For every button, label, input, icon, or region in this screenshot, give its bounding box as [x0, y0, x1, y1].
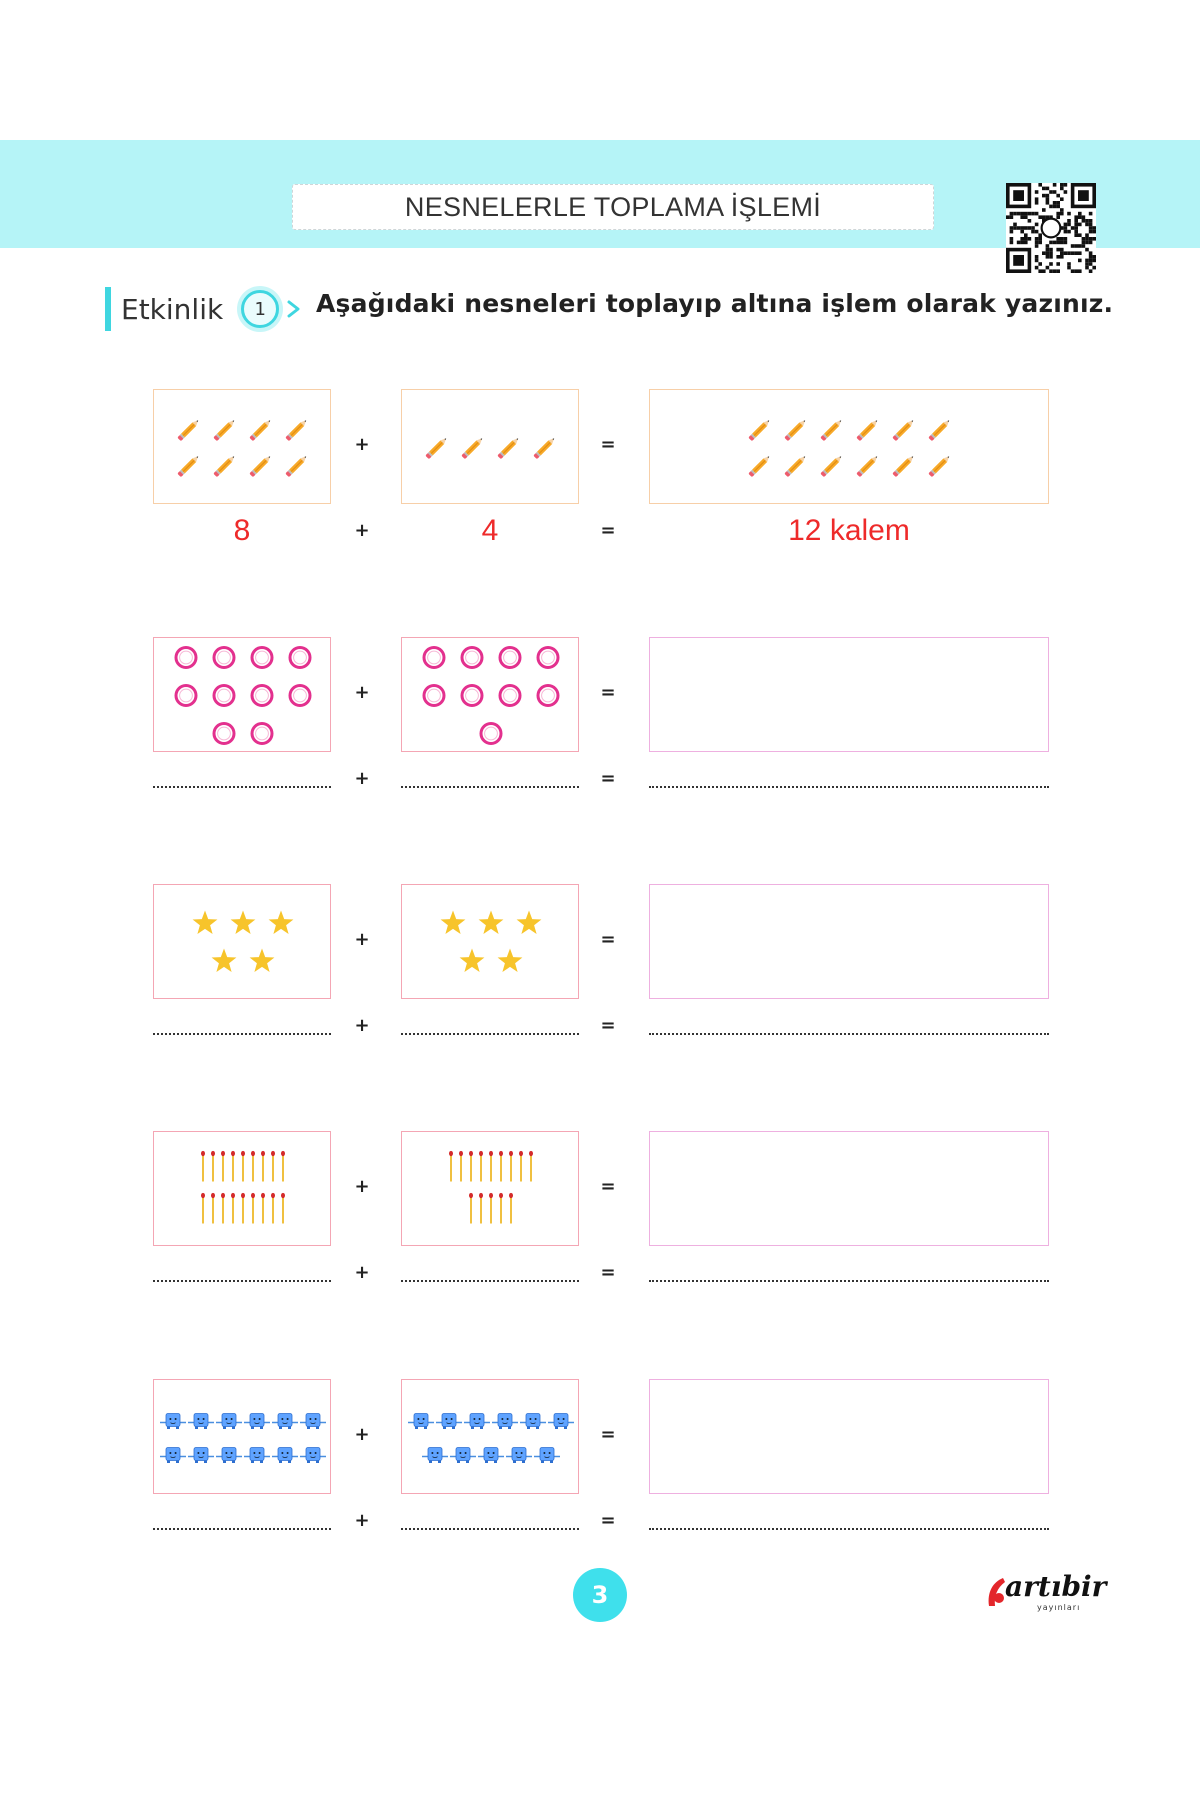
pencil-icon	[177, 454, 200, 477]
pencil-icon	[784, 454, 807, 477]
character-icon	[188, 1448, 214, 1464]
matchstick-icon	[469, 1151, 473, 1182]
answer-left-field[interactable]	[153, 782, 331, 788]
activity-label	[105, 287, 303, 331]
matchstick-icon	[261, 1151, 265, 1182]
ring-icon	[252, 724, 272, 744]
plus-sign: +	[354, 1176, 370, 1197]
star-icon	[498, 949, 523, 973]
matchstick-icon	[449, 1151, 453, 1182]
pencil-icon	[928, 454, 951, 477]
right-objects-box-graphic	[402, 1380, 580, 1495]
matchstick-icon	[231, 1151, 235, 1182]
equals-sign: =	[600, 520, 616, 541]
character-icon	[188, 1414, 214, 1430]
answer-right-field[interactable]	[401, 1524, 579, 1530]
right-objects-box-graphic	[402, 1132, 580, 1247]
left-objects-box	[153, 637, 331, 752]
star-icon	[250, 949, 275, 973]
equals-sign: =	[600, 434, 616, 455]
ring-icon	[214, 724, 234, 744]
ring-icon	[538, 686, 558, 706]
answer-left-field[interactable]	[153, 1029, 331, 1035]
star-icon	[231, 911, 256, 935]
plus-sign: +	[354, 1424, 370, 1445]
answer-right-field[interactable]	[401, 1029, 579, 1035]
pencil-icon	[249, 418, 272, 441]
publisher-logo	[985, 1570, 1107, 1614]
character-icon	[272, 1448, 298, 1464]
pencil-icon	[497, 436, 520, 459]
matchstick-icon	[251, 1193, 255, 1224]
pencil-icon	[748, 454, 771, 477]
character-icon	[478, 1448, 504, 1464]
right-objects-box	[401, 1379, 579, 1494]
pencil-icon	[856, 418, 879, 441]
matchstick-icon	[211, 1151, 215, 1182]
answer-left-field[interactable]	[153, 1276, 331, 1282]
pencil-icon	[213, 454, 236, 477]
character-icon	[300, 1414, 326, 1430]
character-icon	[506, 1448, 532, 1464]
pencil-icon	[461, 436, 484, 459]
ring-icon	[214, 686, 234, 706]
matchstick-icon	[509, 1151, 513, 1182]
pencil-icon	[748, 418, 771, 441]
ring-icon	[176, 648, 196, 668]
plus-sign: +	[354, 1510, 370, 1531]
character-icon	[408, 1414, 434, 1430]
pencil-icon	[820, 418, 843, 441]
ring-icon	[481, 724, 501, 744]
star-icon	[479, 911, 504, 935]
answer-left-field[interactable]	[153, 1524, 331, 1530]
pencil-icon	[533, 436, 556, 459]
ring-icon	[252, 686, 272, 706]
matchstick-icon	[281, 1193, 285, 1224]
result-box-graphic	[650, 390, 1050, 505]
left-objects-box	[153, 884, 331, 999]
matchstick-icon	[509, 1193, 513, 1224]
character-icon	[534, 1448, 560, 1464]
instruction-text: Aşağıdaki nesneleri toplayıp altına işlem olarak yazınız.	[316, 289, 1114, 318]
character-icon	[436, 1414, 462, 1430]
ring-icon	[462, 686, 482, 706]
star-icon	[193, 911, 218, 935]
matchstick-icon	[459, 1151, 463, 1182]
character-icon	[520, 1414, 546, 1430]
ring-icon	[538, 648, 558, 668]
matchstick-icon	[241, 1193, 245, 1224]
pencil-icon	[892, 418, 915, 441]
pencil-icon	[928, 418, 951, 441]
equals-sign: =	[600, 682, 616, 703]
pencil-icon	[425, 436, 448, 459]
equals-sign: =	[600, 1510, 616, 1531]
star-icon	[460, 949, 485, 973]
matchstick-icon	[231, 1193, 235, 1224]
matchstick-icon	[469, 1193, 473, 1224]
left-objects-box-graphic	[154, 1132, 332, 1247]
equals-sign: =	[600, 1176, 616, 1197]
plus-sign: +	[354, 520, 370, 541]
equals-sign: =	[600, 929, 616, 950]
left-objects-box	[153, 389, 331, 504]
logo-text: artıbir	[1005, 1570, 1107, 1603]
matchstick-icon	[499, 1193, 503, 1224]
ring-icon	[462, 648, 482, 668]
ring-icon	[290, 686, 310, 706]
matchstick-icon	[499, 1151, 503, 1182]
result-box	[649, 637, 1049, 752]
qr-code-icon	[1006, 183, 1096, 273]
ring-icon	[214, 648, 234, 668]
left-objects-box-graphic	[154, 390, 332, 505]
result-box-graphic	[650, 885, 1050, 1000]
left-objects-box-graphic	[154, 885, 332, 1000]
result-box	[649, 389, 1049, 504]
matchstick-icon	[479, 1193, 483, 1224]
matchstick-icon	[251, 1151, 255, 1182]
pencil-icon	[285, 454, 308, 477]
matchstick-icon	[489, 1151, 493, 1182]
matchstick-icon	[271, 1151, 275, 1182]
equals-sign: =	[600, 1015, 616, 1036]
matchstick-icon	[221, 1151, 225, 1182]
ring-icon	[424, 686, 444, 706]
result-box	[649, 1131, 1049, 1246]
pencil-icon	[213, 418, 236, 441]
character-icon	[244, 1448, 270, 1464]
character-icon	[160, 1414, 186, 1430]
plus-sign: +	[354, 1262, 370, 1283]
ring-icon	[176, 686, 196, 706]
activity-number: 1	[241, 290, 279, 328]
page-title: NESNELERLE TOPLAMA İŞLEMİ	[292, 184, 934, 230]
left-objects-box	[153, 1379, 331, 1494]
character-icon	[272, 1414, 298, 1430]
character-icon	[422, 1448, 448, 1464]
pencil-icon	[249, 454, 272, 477]
right-objects-box	[401, 389, 579, 504]
equals-sign: =	[600, 1424, 616, 1445]
result-box-graphic	[650, 638, 1050, 753]
right-objects-box	[401, 637, 579, 752]
right-objects-box-graphic	[402, 638, 580, 753]
character-icon	[450, 1448, 476, 1464]
plus-sign: +	[354, 434, 370, 455]
answer-right-field[interactable]	[401, 782, 579, 788]
answer-result-field[interactable]	[649, 1276, 1049, 1282]
logo-subtext: yayınları	[1037, 1603, 1081, 1612]
matchstick-icon	[241, 1151, 245, 1182]
ring-icon	[290, 648, 310, 668]
matchstick-icon	[519, 1151, 523, 1182]
answer-right-field[interactable]	[401, 1276, 579, 1282]
character-icon	[300, 1448, 326, 1464]
chevron-right-icon	[285, 300, 303, 318]
plus-sign: +	[354, 768, 370, 789]
pencil-icon	[177, 418, 200, 441]
star-icon	[441, 911, 466, 935]
matchstick-icon	[281, 1151, 285, 1182]
character-icon	[244, 1414, 270, 1430]
matchstick-icon	[271, 1193, 275, 1224]
character-icon	[216, 1448, 242, 1464]
answer-result: 12 kalem	[788, 514, 910, 547]
answer-right: 4	[481, 514, 499, 547]
left-objects-box	[153, 1131, 331, 1246]
ring-icon	[252, 648, 272, 668]
right-objects-box-graphic	[402, 390, 580, 505]
character-icon	[548, 1414, 574, 1430]
left-objects-box-graphic	[154, 638, 332, 753]
pencil-icon	[856, 454, 879, 477]
page-number: 3	[573, 1568, 627, 1622]
answer-result-field[interactable]	[649, 1524, 1049, 1530]
pencil-icon	[892, 454, 915, 477]
star-icon	[212, 949, 237, 973]
star-icon	[517, 911, 542, 935]
matchstick-icon	[529, 1151, 533, 1182]
answer-result-field[interactable]	[649, 1029, 1049, 1035]
pencil-icon	[285, 418, 308, 441]
right-objects-box	[401, 884, 579, 999]
matchstick-icon	[201, 1193, 205, 1224]
result-box-graphic	[650, 1380, 1050, 1495]
answer-result-field[interactable]	[649, 782, 1049, 788]
character-icon	[216, 1414, 242, 1430]
matchstick-icon	[479, 1151, 483, 1182]
pencil-icon	[784, 418, 807, 441]
matchstick-icon	[201, 1151, 205, 1182]
result-box-graphic	[650, 1132, 1050, 1247]
matchstick-icon	[221, 1193, 225, 1224]
activity-title: Etkinlik	[121, 292, 224, 326]
ring-icon	[500, 686, 520, 706]
result-box	[649, 1379, 1049, 1494]
ring-icon	[500, 648, 520, 668]
equals-sign: =	[600, 1262, 616, 1283]
answer-left: 8	[233, 514, 251, 547]
ring-icon	[424, 648, 444, 668]
plus-sign: +	[354, 682, 370, 703]
result-box	[649, 884, 1049, 999]
character-icon	[464, 1414, 490, 1430]
right-objects-box	[401, 1131, 579, 1246]
pencil-icon	[820, 454, 843, 477]
plus-sign: +	[354, 929, 370, 950]
equals-sign: =	[600, 768, 616, 789]
star-icon	[269, 911, 294, 935]
matchstick-icon	[261, 1193, 265, 1224]
character-icon	[492, 1414, 518, 1430]
character-icon	[160, 1448, 186, 1464]
matchstick-icon	[211, 1193, 215, 1224]
activity-bar	[105, 287, 111, 331]
left-objects-box-graphic	[154, 1380, 332, 1495]
matchstick-icon	[489, 1193, 493, 1224]
plus-sign: +	[354, 1015, 370, 1036]
right-objects-box-graphic	[402, 885, 580, 1000]
